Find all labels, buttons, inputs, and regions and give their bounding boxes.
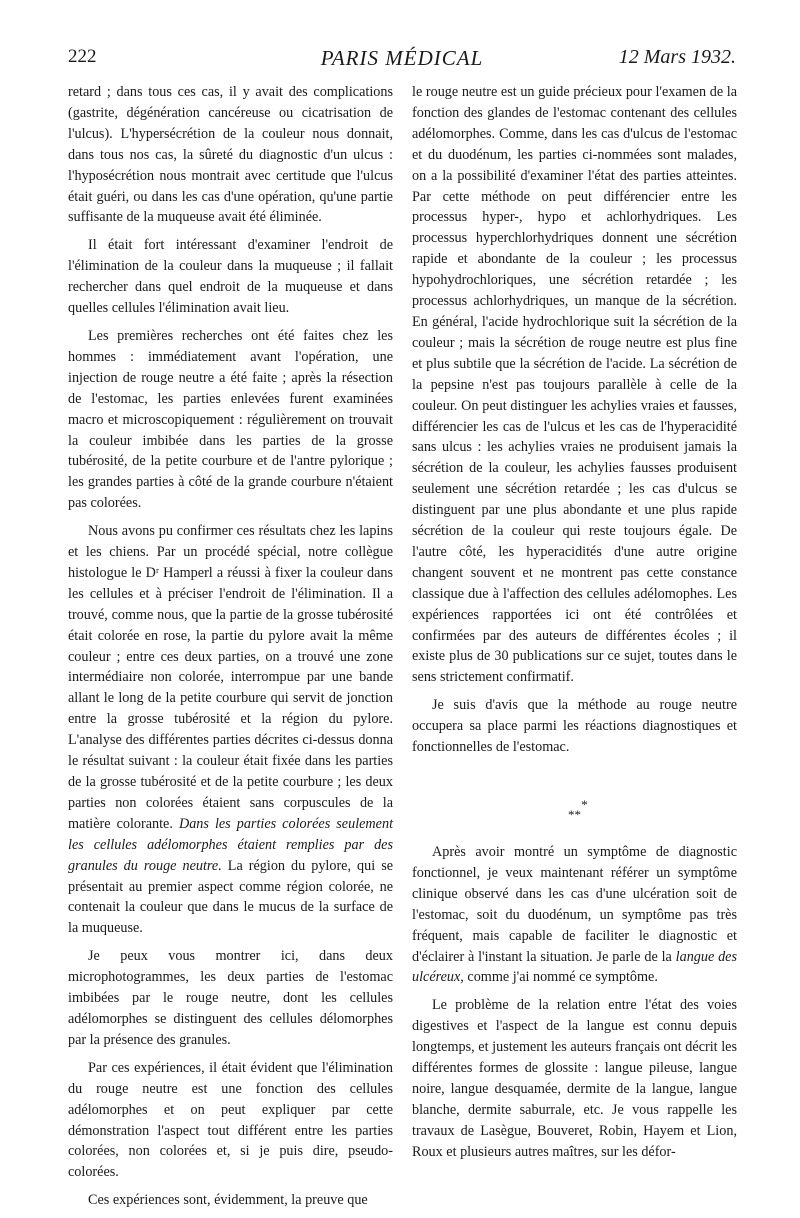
paragraph: Les premières recherches ont été faites chez les hommes : immédiatement avant l'opération, une injection de rouge neutre a été faite ; après la résection de l'estomac, les parties enlevées furent examinées macro et microscopiquement : régulièrement on trouvait la couleur imbibée dans les parties de la grosse tubérosité, de la petite courbure et de l'antre pylorique ; les grandes parties à côté de la grande courbure n'étaient pas colorées. [68,327,393,512]
right-column [412,82,737,1170]
paragraph: le rouge neutre est un guide précieux pour l'examen de la fonction des glandes de l'estomac contenant des cellules adélomorphes. Comme, dans les cas d'ulcus de l'estomac et du duodénum, les parties ci-nommées sont malades, on a la possibilité d'examiner l'état des parties atteintes. Par cette méthode on peut différencier entre les processus hyper-, hypo et achlorhydriques. Les processus hyperchlorhydriques donnent une sécrétion rapide et abondante de la couleur ; les processus hypohydrochloriques, une sécrétion retardée ; les processus achlorhydriques, un manque de la sécrétion. En général, l'acide hydrochlorique suit la sécrétion de la couleur ; mais la sécrétion de rouge neutre est plus fine et plus subtile que la sécrétion de l'acide. La sécrétion de la pepsine n'est pas toujours parallèle à celle de la couleur. On peut distinguer les achylies vraies et fausses, différencier les cas de l'ulcus et les cas de l'hyperacidité sans ulcus : les achylies vraies ne produisent jamais la sécrétion de la couleur, les achylies fausses produisent seulement une sécrétion retardée ; les cas d'ulcus se distinguent par une plus abondante et une plus rapide sécrétion de la couleur qui reste toujours égale. De l'autre côté, les hyperacidités d'une autre origine changent souvent et ne montrent pas cette constance classique due à l'affection des cellules adélomophes. Les expériences rapportées ici ont été contrôlées et confirmées par des auteurs de différentes écoles ; il existe plus de 30 publications sur ce sujet, toutes dans le sens strictement confirmatif. [412,84,737,686]
paragraph: Je peux vous montrer ici, dans deux microphotogrammes, les deux parties de l'estomac imbibées par le rouge neutre, dont les cellules adélomorphes se distinguent des cellules délomorphes par la présence des granules. [68,948,393,1048]
paragraph: Il était fort intéressant d'examiner l'endroit de l'élimination de la couleur dans la muqueuse ; il fallait rechercher dans quel endroit de la muqueuse et dans quelles cellules l'élimination avait lieu. [68,237,393,317]
paragraph-text: comme j'ai nommé ce symptôme. [467,969,658,986]
italic-term: langue des ulcéreux, [412,948,738,986]
paragraph: Je suis d'avis que la méthode au rouge neutre occupera sa place parmi les réactions diagnostiques et fonctionnelles de l'estomac. [412,697,737,756]
paragraph: Le problème de la relation entre l'état des voies digestives et l'aspect de la langue est connu depuis longtemps, et justement les auteurs français ont décrit les différentes formes de glossite : langue pileuse, langue noire, langue desquamée, dermite de la langue, langue blanche, dermite saburrale, etc. Je vous rappelle les travaux de Lasègue, Bouveret, Robin, Hayem et Lion, Roux et plusieurs autres maîtres, sur les défor- [412,997,737,1160]
paragraph: Ces expériences sont, évidemment, la preuve que [88,1192,368,1209]
paragraph [68,521,393,939]
italic-finding: Dans les parties colorées seulement les cellules adélomorphes étaient remplies par des granules du rouge neutre. [68,815,394,874]
paragraph-text: Après avoir montré un symptôme de diagnostic fonctionnel, je veux maintenant référer un symptôme clinique observé dans les cas d'une ulcération soit de l'estomac, soit du duodénum, un symptôme pas très fréquent, mais capable de faciliter le diagnostic et d'éclairer à l'instant la situation. Je parle de la [412,844,737,965]
left-column [68,82,393,1218]
asterism-bottom: ** [568,807,581,822]
journal-title: PARIS MÉDICAL [320,46,484,70]
issue-date: 12 Mars 1932. [618,46,736,68]
page-number: 222 [68,46,97,67]
asterism-top: * [581,797,588,812]
paragraph: Par ces expériences, il était évident que l'élimination du rouge neutre est une fonction des cellules adélomorphes et on peut expliquer par cette démonstration l'aspect tout différent entre les parties colorées, non colorées et, si je puis dire, pseudo-colorées. [68,1059,393,1181]
paragraph [412,842,737,988]
page-header [68,46,736,76]
paragraph: retard ; dans tous ces cas, il y avait des complications (gastrite, dégénération cancéreuse ou cicatrisation de l'ulcus). L'hypersécrétion de la couleur nous donnait, dans tous nos cas, la sûreté du diagnostic d'un ulcus : l'hyposécrétion nous montrait avec certitude que l'ulcus était guéri, ou dans les cas d'une opération, qu'une partie suffisante de la muqueuse avait été éliminée. [68,84,393,226]
paragraph-text: La région du pylore, qui se présentait au premier aspect comme région colorée, ne contenait la couleur que dans le mucus de la surface de la muqueuse. [68,857,394,937]
section-separator [412,797,737,822]
paragraph-text: Nous avons pu confirmer ces résultats chez les lapins et les chiens. Par un procédé spécial, notre collègue histologue le Dʳ Hamperl a réussi à fixer la couleur dans les cellules et à préciser l'endroit de l'élimination. Il a trouvé, comme nous, que la partie de la grosse tubérosité était colorée en rose, la partie du pylore avait la même couleur ; entre ces deux parties, on a trouvé une zone intermédiaire non colorée, interrompue par une bande allant le long de la petite courbure qui servit de jonction entre la grosse tubérosité et la région du pylore. L'analyse des différentes parties décrites ci-dessus donna le résultat suivant : la couleur était fixée dans les parties de la grosse tubérosité et de la petite courbure ; les deux parties non colorées étaient sans corpuscules de la matière colorante. [68,523,393,832]
